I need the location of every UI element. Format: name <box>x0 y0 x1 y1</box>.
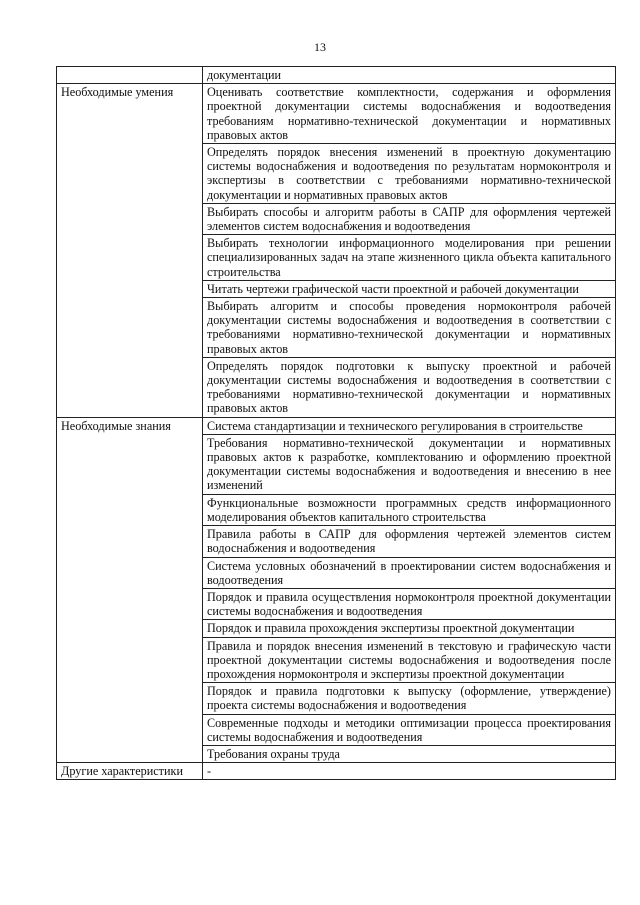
continuation-cell: документации <box>203 67 616 84</box>
section-item: Требования охраны труда <box>203 745 616 762</box>
section-item: Современные подходы и методики оптимизации процесса проектирования системы водоснабжения и водоотведения <box>203 714 616 745</box>
section-item: Правила работы в САПР для оформления чертежей элементов систем водоснабжения и водоотведения <box>203 526 616 557</box>
requirements-table-body <box>57 67 616 780</box>
continuation-row <box>57 67 616 84</box>
section-item: Порядок и правила осуществления нормоконтроля проектной документации системы водоснабжения и водоотведения <box>203 588 616 619</box>
section-item: Система стандартизации и технического регулирования в строительстве <box>203 417 616 434</box>
section-item: Читать чертежи графической части проектной и рабочей документации <box>203 280 616 297</box>
continuation-label-cell <box>57 67 203 84</box>
section-item: Порядок и правила подготовки к выпуску (оформление, утверждение) проекта системы водоснабжения и водоотведения <box>203 683 616 714</box>
section-item: Выбирать способы и алгоритм работы в САПР для оформления чертежей элементов систем водоснабжения и водоотведения <box>203 203 616 234</box>
section-item: Оценивать соответствие комплектности, содержания и оформления проектной документации системы водоснабжения и водоотведения требованиям нормативно-технической документации и нормативных правовых актов <box>203 84 616 144</box>
section-item: Определять порядок внесения изменений в проектную документацию системы водоснабжения и водоотведения по результатам нормоконтроля и экспертизы в соответствии с требованиями нормативно-технической документации и нормативных правовых актов <box>203 144 616 204</box>
section-item: Выбирать алгоритм и способы проведения нормоконтроля рабочей документации системы водоснабжения и водоотведения в соответствии с требованиями нормативно-технической документации и нормативных правовых актов <box>203 298 616 358</box>
section-item: Правила и порядок внесения изменений в текстовую и графическую части проектной документации системы водоснабжения и водоотведения после прохождения нормоконтроля и экспертизы проектной документации <box>203 637 616 683</box>
section-item: Порядок и правила прохождения экспертизы проектной документации <box>203 620 616 637</box>
section-item: Определять порядок подготовки к выпуску проектной и рабочей документации системы водоснабжения и водоотведения в соответствии с требованиями нормативно-технической документации и нормативных правовых актов <box>203 357 616 417</box>
table-row <box>57 763 616 780</box>
table-row <box>57 417 616 434</box>
section-label: Необходимые знания <box>57 417 203 762</box>
section-label: Необходимые умения <box>57 84 203 417</box>
page-number: 13 <box>314 40 326 54</box>
section-item: Требования нормативно-технической документации и нормативных правовых актов к разработке, комплектованию и оформлению проектной документации системы водоснабжения и водоотведения и внесению в нее изменений <box>203 434 616 494</box>
table-row <box>57 84 616 144</box>
section-item: Система условных обозначений в проектировании систем водоснабжения и водоотведения <box>203 557 616 588</box>
requirements-table <box>56 66 616 780</box>
section-item: Выбирать технологии информационного моделирования при решении специализированных задач на этапе жизненного цикла объекта капитального строительства <box>203 235 616 281</box>
section-item: - <box>203 763 616 780</box>
section-item: Функциональные возможности программных средств информационного моделирования объектов капитального строительства <box>203 494 616 525</box>
section-label: Другие характеристики <box>57 763 203 780</box>
